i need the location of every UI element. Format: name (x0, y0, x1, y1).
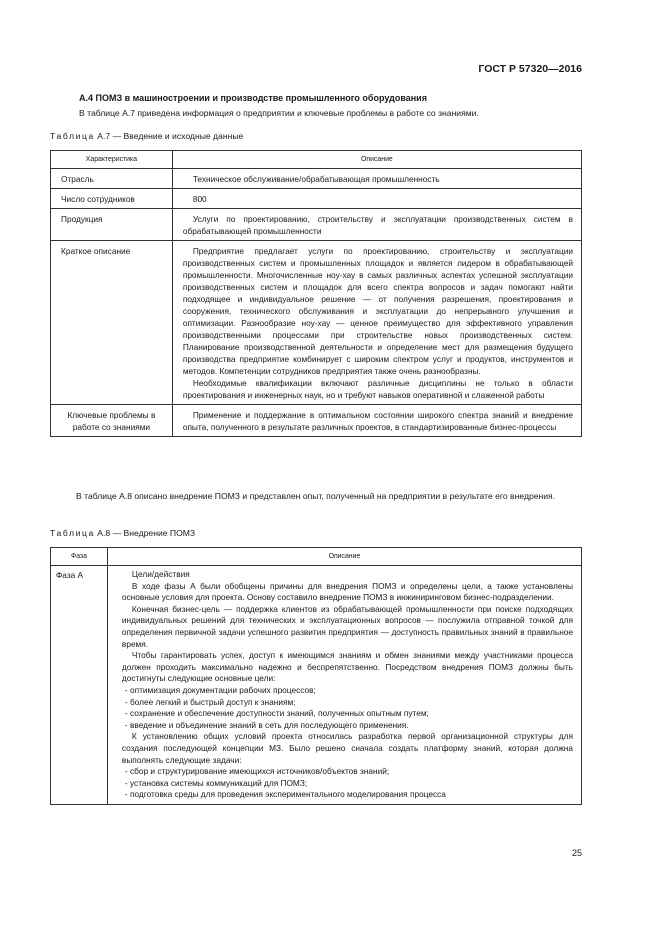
list-item: - введение и объединение знаний в сеть для последующего применения. (124, 719, 409, 730)
table-a8-caption (50, 528, 195, 538)
table-row (51, 241, 582, 405)
row-description (172, 241, 581, 405)
table-row (51, 405, 582, 437)
list-item: - установка системы коммуникаций для ПОМЗ; (124, 777, 308, 788)
table-row (51, 209, 582, 241)
desc-text: Услуги по проектированию, строительству и эксплуатации производственных систем в обрабатывающей промышленности (182, 214, 573, 236)
paragraph-a8: В таблице А.8 описано внедрение ПОМЗ и представлен опыт, полученный на предприятии в результате его внедрения. (76, 491, 556, 501)
desc-paragraph: Необходимые квалификации включают различные дисциплины не только в области проектирования и инженерных наук, но и требуют навыков оперативной и слаженной работы (182, 378, 573, 400)
list-item: - сбор и структурирование имеющихся источников/объектов знаний; (124, 766, 390, 777)
table-header-row (51, 151, 582, 169)
column-header: Описание (172, 151, 581, 169)
desc-paragraph: Чтобы гарантировать успех, доступ к имеющимся знаниям и обмен знаниями между участниками процесса должен проходить максимально надежно и беспрепятственно. Посредством внедрения ПОМЗ должны быть достигнуты следующие основные цели: (121, 650, 573, 684)
list-item: - подготовка среды для проведения экспериментального моделирования процесса (124, 789, 446, 800)
list-item: - более легкий и быстрый доступ к знаниям; (124, 696, 296, 707)
table-a8 (50, 547, 582, 805)
row-label: Отрасль (51, 169, 173, 189)
column-header: Описание (107, 548, 581, 566)
phase-label: Фаза А (51, 566, 108, 805)
list-item: - сохранение и обеспечение доступности знаний, полученных опытным путем; (124, 708, 429, 719)
table-row (51, 169, 582, 189)
section-title: А.4 ПОМЗ в машиностроении и производстве промышленного оборудования (79, 93, 427, 103)
row-description (172, 209, 581, 241)
list-item: - оптимизация документации рабочих процессов; (124, 684, 316, 695)
desc-paragraph: К установлению общих условий проекта относилась разработка первой организационной структуры для создания последующей концепции МЗ. Было решено сначала создать платформу знаний, которая должна выполнять следующие задачи: (121, 731, 573, 765)
column-header: Фаза (51, 548, 108, 566)
row-description (172, 189, 581, 209)
row-label: Число сотрудников (51, 189, 173, 209)
phase-description (107, 566, 581, 805)
row-description (172, 405, 581, 437)
table-a7 (50, 150, 582, 437)
desc-text: Применение и поддержание в оптимальном состоянии широкого спектра знаний и внедрение опыта, полученного в результате различных проектов, в стандартизированные бизнес-процессы (182, 410, 573, 432)
row-label: Продукция (51, 209, 173, 241)
row-label: Краткое описание (51, 241, 173, 405)
desc-paragraph: Цели/действия (131, 569, 190, 579)
column-header: Характеристика (51, 151, 173, 169)
desc-text: Техническое обслуживание/обрабатывающая промышленность (192, 174, 440, 184)
table-row (51, 566, 582, 805)
caption-text: А.8 — Внедрение ПОМЗ (94, 528, 196, 538)
section-intro: В таблице А.7 приведена информация о предприятии и ключевые проблемы в работе со знаниями. (79, 108, 479, 118)
desc-paragraph: Предприятие предлагает услуги по проектированию, строительству и эксплуатации производственных систем и промышленных площадок и является лидером в обрабатывающей промышленности. Многочисленные ноу-хау в самых различных аспектах успешной эксплуатации производственных систем и площадок для всего спектра вопросов и задач помогают найти подходящее и индивидуальное решение — от получения разрешения, проектирования и сооружения, технического обслуживания и эксплуатации до непрерывного улучшения и оптимизации. Разнообразие ноу-хау — ценное преимущество для эффективного управления производственными процессами при строительстве новых производственных систем. Планирование производственной деятельности и определение мест для размещения будущего производства предприятие комбинирует с широким спектром услуг и продуктов, инструментов и методов. Компетенции сотрудников предприятия также очень разнообразны. (182, 246, 573, 376)
table-row (51, 189, 582, 209)
caption-text: А.7 — Введение и исходные данные (94, 131, 244, 141)
row-description (172, 169, 581, 189)
row-label: Ключевые проблемы в работе со знаниями (51, 405, 173, 437)
desc-paragraph: Конечная бизнес-цель — поддержка клиентов из обрабатывающей промышленности при поиске подходящих индивидуальных решений для технических и эксплуатационных вопросов — послужила отправной точкой для определения первичной задачи успешного развития предприятия — доступность правильных знаний в правильное время. (121, 603, 573, 649)
standard-number: ГОСТ Р 57320—2016 (478, 63, 582, 75)
page-number: 25 (571, 848, 582, 858)
table-a7-caption (50, 131, 243, 141)
table-header-row (51, 548, 582, 566)
caption-label: Таблица (50, 528, 95, 538)
desc-text: 800 (192, 194, 207, 204)
desc-paragraph: В ходе фазы А были обобщены причины для внедрения ПОМЗ и определены цели, а также установлены основные условия для проекта. Основу составило внедрение ПОМЗ в инжиниринговом бизнес-подразделении. (121, 580, 573, 603)
caption-label: Таблица (50, 131, 95, 141)
